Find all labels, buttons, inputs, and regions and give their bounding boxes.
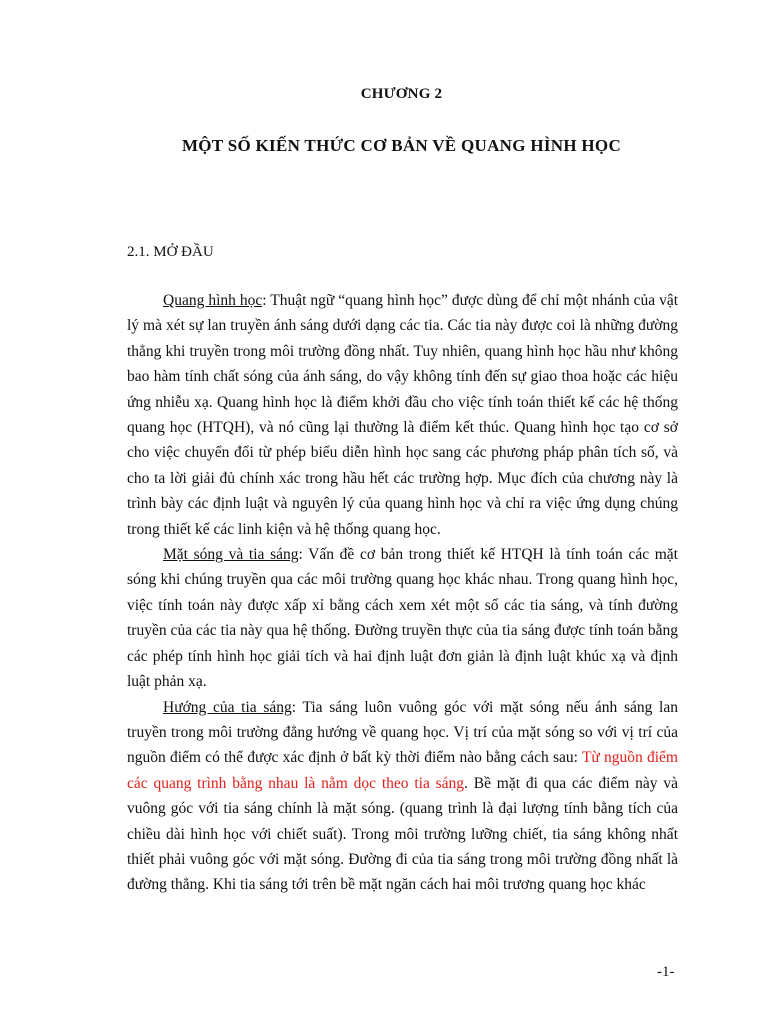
highlighted-statement: Từ nguồn điểm các quang trình bằng nhau là nằm dọc theo tia sáng xyxy=(127,749,678,792)
chapter-label: CHƯƠNG 2 xyxy=(360,86,443,102)
paragraph-text: : Vấn đề cơ bản trong thiết kế HTQH là tính toán các mặt sóng khi chúng truyền qua các môi trường quang học khác nhau. Trong quang hình học, việc tính toán này được xấp xỉ bằng cách xem xét một số các tia sáng, và tính đường truyền của các tia này qua hệ thống. Đường truyền thực của tia sáng được tính toán bằng các phép tính hình học giải tích và hai định luật đơn giản là định luật khúc xạ và định luật phản xạ. xyxy=(127,546,678,691)
paragraph-text: : Thuật ngữ “quang hình học” được dùng để chỉ một nhánh của vật lý mà xét sự lan truyền ánh sáng dưới dạng các tia. Các tia này được coi là những đường thẳng khi truyền trong môi trường đồng nhất. Tuy nhiên, quang hình học hầu như không bao hàm tính chất sóng của ánh sáng, do vậy không tính đến sự giao thoa hoặc các hiệu ứng nhiễu xạ. Quang hình học là điểm khởi đầu cho việc tính toán thiết kế các hệ thống quang học (HTQH), và nó cũng lại thường là điểm kết thúc. Quang hình học tạo cơ sở cho việc chuyển đổi từ phép biểu diễn hình học sang các phương pháp phân tích số, và cho ta lời giải đủ chính xác trong hầu hết các trường hợp. Mục đích của chương này là trình bày các định luật và nguyên lý của quang hình học và chỉ ra việc ứng dụng chúng trong thiết kế các linh kiện và hệ thống quang học. xyxy=(127,292,679,538)
paragraph-huong-tia-sang xyxy=(127,695,678,898)
page-number: -1- xyxy=(657,964,675,980)
paragraph-mat-song-tia-sang xyxy=(127,542,678,694)
paragraph-text: : Tia sáng luôn vuông góc với mặt sóng nếu ánh sáng lan truyền trong môi trường đẳng hướng về quang học. Vị trí của mặt sóng so với vị trí của nguồn điểm có thể được xác định ở bất kỳ thời điểm nào bằng cách sau: xyxy=(127,698,678,767)
paragraph-text: . Bề mặt đi qua các điểm này và vuông góc với tia sáng chính là mặt sóng. (quang trình là đại lượng tính bằng tích của chiều dài hình học với chiết suất). Trong môi trường lưỡng chiết, tia sáng không nhất thiết phải vuông góc với mặt sóng. Đường đi của tia sáng trong môi trường đồng nhất là đường thẳng. Khi tia sáng tới trên bề mặt ngăn cách hai môi trương quang học khác xyxy=(127,774,678,894)
term-mat-song-tia-sang: Mặt sóng và tia sáng xyxy=(163,546,299,564)
term-quang-hinh-hoc: Quang hình học xyxy=(163,292,263,309)
term-huong-tia-sang: Hướng của tia sáng xyxy=(163,698,292,716)
section-heading: 2.1. MỞ ĐẦU xyxy=(127,244,214,260)
chapter-title: MỘT SỐ KIẾN THỨC CƠ BẢN VỀ QUANG HÌNH HỌC xyxy=(181,136,622,155)
paragraph-quang-hinh-hoc xyxy=(127,288,678,542)
body-text xyxy=(127,288,678,898)
